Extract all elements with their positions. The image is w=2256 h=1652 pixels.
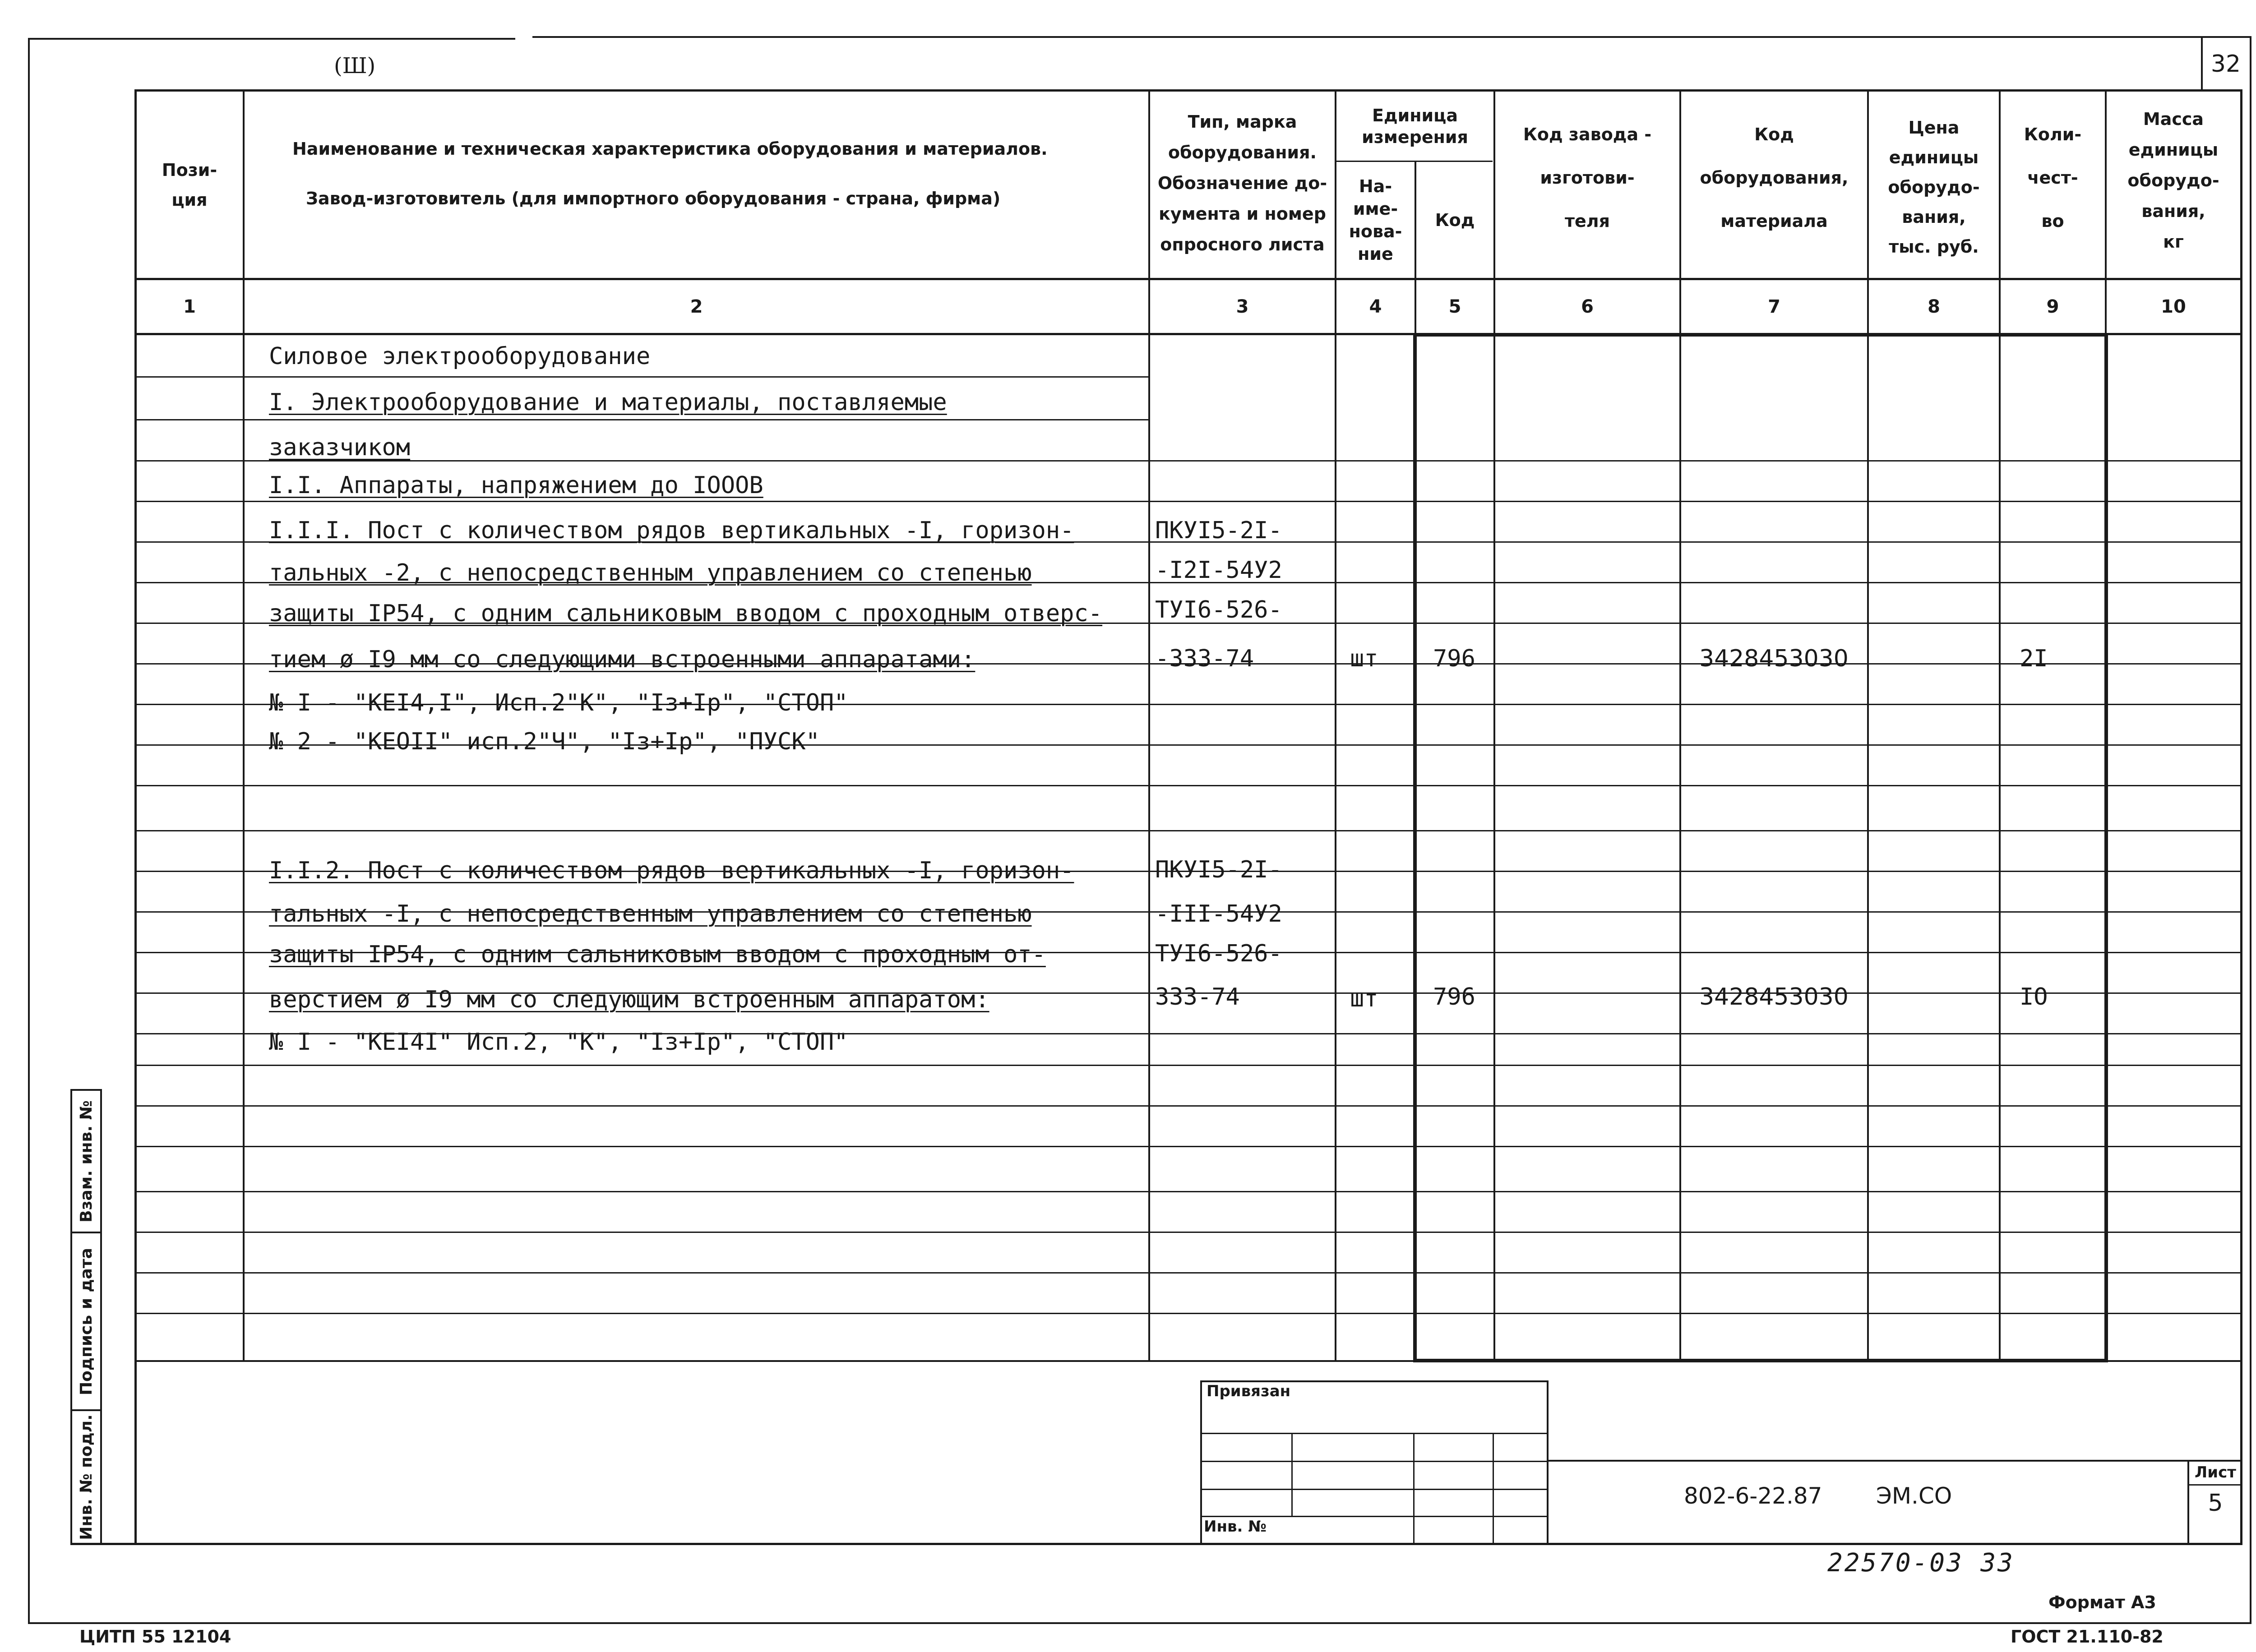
stamp-inv-label: Инв. №	[1204, 1518, 1267, 1536]
header-type: Тип, марка оборудования. Обозначение до- кумента и номер опросного листа	[1157, 112, 1327, 254]
stamp-sheet-number: 5	[2208, 1490, 2223, 1517]
row-quantity: 2I	[2020, 645, 2048, 672]
column-number-4: 4	[1369, 296, 1382, 317]
row-name: защиты IP54, с одним сальниковым вводом с проходным от-	[269, 941, 1046, 968]
row-name: тальных -2, с непосредственным управлением со степенью	[269, 559, 1032, 586]
row-type: ПКУI5-2I-	[1155, 856, 1282, 883]
footer-gost: ГОСТ 21.110-82	[2011, 1627, 2164, 1647]
row-name: тальных -I, с непосредственным управлением со степенью	[269, 900, 1032, 928]
row-quantity: IO	[2020, 983, 2048, 1011]
page-number: 32	[2210, 51, 2241, 78]
column-number-2: 2	[690, 296, 703, 317]
row-equipment-code: 3428453030	[1699, 645, 1849, 672]
row-name: заказчиком	[269, 434, 411, 461]
stamp-doc-suffix: ЭМ.СО	[1876, 1483, 1952, 1509]
column-number-1: 1	[183, 296, 196, 317]
side-label-original-inv: Инв. № подл.	[77, 1414, 96, 1540]
column-number-5: 5	[1448, 296, 1461, 317]
side-label-signature-date: Подпись и дата	[77, 1247, 96, 1395]
row-name: I. Электрооборудование и материалы, поставляемые	[269, 389, 947, 416]
column-number-10: 10	[2161, 296, 2186, 317]
row-type: -I2I-54У2	[1155, 557, 1282, 584]
row-type: -III-54У2	[1155, 900, 1282, 928]
stamp-sheet-label: Лист	[2195, 1463, 2236, 1481]
row-type: ТУI6-526-	[1155, 596, 1282, 623]
row-code: 796	[1433, 983, 1475, 1011]
footer-left-code: ЦИТП 55 12104	[79, 1627, 231, 1647]
row-name: № I - "КЕI4I" Исп.2, "К", "Iз+Iр", "СТОП"	[269, 1029, 848, 1056]
format-label: Формат А3	[2048, 1592, 2156, 1612]
stamp-doc-code: 802-6-22.87	[1684, 1483, 1822, 1509]
row-type: ПКУI5-2I-	[1155, 517, 1282, 544]
header-price: Цена единицы оборудо- вания, тыс. руб.	[1888, 118, 1980, 257]
column-number-6: 6	[1581, 296, 1594, 317]
header-position: Пози- ция	[162, 160, 217, 210]
header-name-line2: Завод-изготовитель (для импортного оборудования - страна, фирма)	[306, 189, 1001, 208]
section-mark: (Ш)	[334, 53, 376, 78]
header-quantity: Коли- чест- во	[2024, 125, 2082, 231]
row-type: 333-74	[1155, 983, 1240, 1011]
row-type: ТУI6-526-	[1155, 940, 1282, 967]
handwritten-number: 22570-03 33	[1827, 1548, 2015, 1578]
header-name-line1: Наименование и техническая характеристика оборудования и материалов.	[292, 139, 1048, 159]
stamp-attached-label: Привязан	[1207, 1382, 1291, 1400]
column-number-7: 7	[1768, 296, 1780, 317]
row-unit: шт	[1350, 985, 1378, 1012]
row-name: верстием ø I9 мм со следующим встроенным аппаратом:	[269, 986, 989, 1013]
row-name: I.I.2. Пост с количеством рядов вертикальных -I, горизон-	[269, 857, 1074, 884]
row-name: Силовое электрооборудование	[269, 343, 651, 370]
column-number-8: 8	[1928, 296, 1940, 317]
row-name: защиты IP54, с одним сальниковым вводом с проходным отверс-	[269, 600, 1103, 627]
column-number-9: 9	[2046, 296, 2059, 317]
row-equipment-code: 3428453030	[1699, 983, 1849, 1011]
side-label-replaced-inv: Взам. инв. №	[77, 1100, 96, 1223]
row-name: I.I.I. Пост с количеством рядов вертикальных -I, горизон-	[269, 517, 1074, 544]
header-mass: Масса единицы оборудо- вания, кг	[2127, 109, 2219, 252]
row-type: -333-74	[1155, 645, 1254, 672]
column-number-3: 3	[1236, 296, 1249, 317]
row-name: I.I. Аппараты, напряжением до IOOOВ	[269, 472, 763, 499]
header-unit-group: Единица измерения	[1362, 106, 1468, 147]
header-plant-code: Код завода - изготови- теля	[1523, 125, 1652, 231]
row-name: № 2 - "КЕОII" исп.2"Ч", "Iз+Iр", "ПУСК"	[269, 728, 820, 755]
row-name: тием ø I9 мм со следующими встроенными аппаратами:	[269, 646, 975, 673]
header-unit-name: На- име- нова- ние	[1349, 176, 1402, 264]
header-unit-code: Код	[1435, 210, 1475, 230]
row-code: 796	[1433, 645, 1475, 672]
row-name: № I - "КЕI4,I", Исп.2"К", "Iз+Iр", "СТОП"	[269, 689, 848, 716]
row-unit: шт	[1350, 645, 1378, 672]
header-equipment-code: Код оборудования, материала	[1700, 125, 1849, 231]
